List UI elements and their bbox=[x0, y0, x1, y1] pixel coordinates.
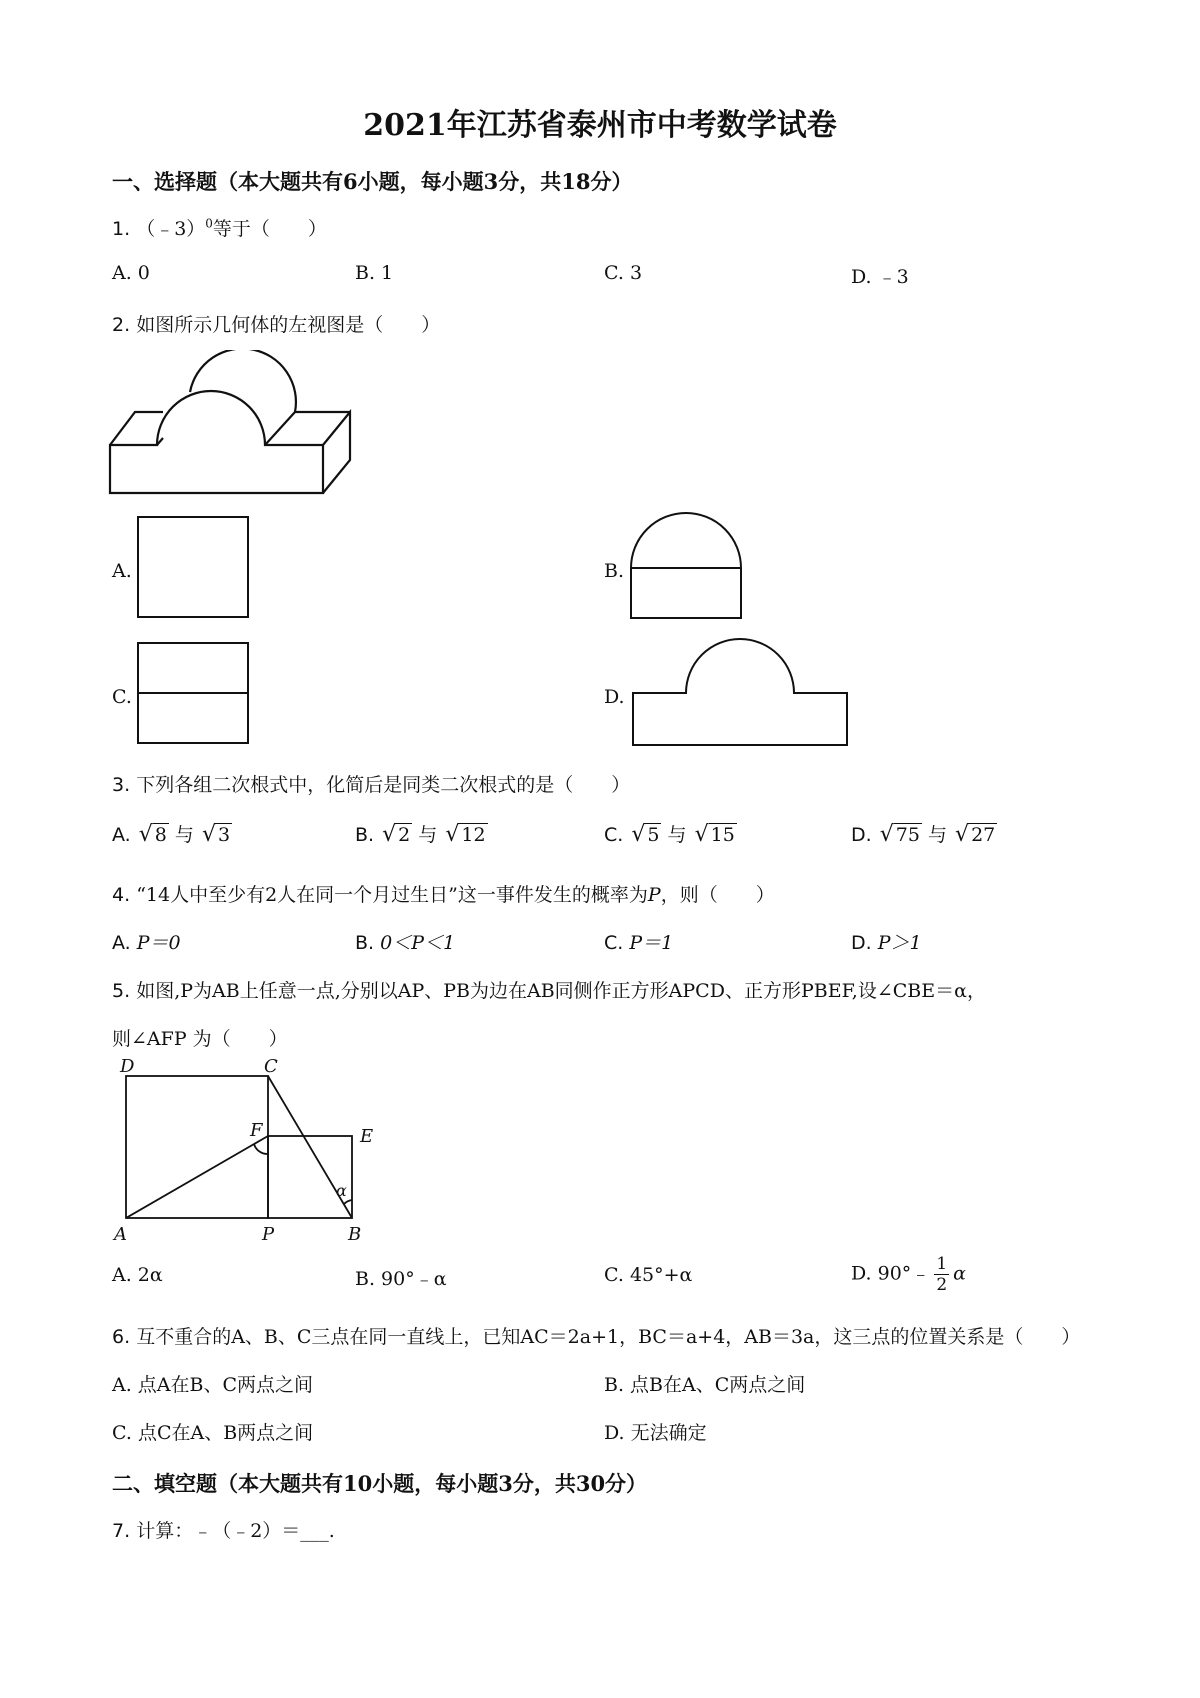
connector: 与 bbox=[418, 824, 438, 846]
q5-option-b: B. 90°﹣α bbox=[355, 1268, 447, 1290]
question-text: 如图所示几何体的左视图是（ ） bbox=[136, 314, 441, 336]
option-text: P＝1 bbox=[629, 932, 674, 954]
point-label-c: C bbox=[264, 1058, 278, 1077]
question-7 bbox=[112, 1516, 335, 1543]
radical: √ 8 bbox=[138, 822, 167, 847]
q4-option-d bbox=[851, 928, 922, 955]
q4-option-b bbox=[355, 928, 455, 955]
radical: √ 5 bbox=[631, 822, 660, 847]
question-text: 下列各组二次根式中，化简后是同类二次根式的是（ ） bbox=[136, 774, 631, 796]
exponent: 0 bbox=[205, 216, 213, 231]
q3-option-a bbox=[112, 820, 232, 847]
q2-option-d-figure bbox=[630, 637, 852, 749]
option-text: P＞1 bbox=[877, 932, 922, 954]
section-heading-fill: 二、填空题（本大题共有10小题，每小题3分，共30分） bbox=[112, 1471, 648, 1496]
question-number: 3. bbox=[112, 774, 131, 796]
radical: √ 3 bbox=[201, 822, 231, 847]
option-text: D. 90°﹣ bbox=[851, 1262, 931, 1285]
radical: √ 2 bbox=[382, 822, 411, 847]
radicand: 5 bbox=[647, 824, 660, 846]
q1-option-c: C. 3 bbox=[604, 262, 643, 284]
q2-option-d-label: D. bbox=[604, 686, 625, 708]
option-label: C. bbox=[604, 824, 624, 846]
q1-option-b: B. 1 bbox=[355, 262, 394, 284]
point-label-e: E bbox=[360, 1126, 374, 1147]
question-text: 计算：﹣（﹣2）＝___. bbox=[136, 1520, 335, 1542]
q3-option-c bbox=[604, 820, 737, 847]
point-label-f: F bbox=[250, 1120, 263, 1141]
question-number: 6. bbox=[112, 1326, 131, 1348]
point-label-d: D bbox=[120, 1058, 135, 1077]
radicand: 8 bbox=[154, 824, 167, 846]
radicand: 27 bbox=[971, 824, 996, 846]
variable: P bbox=[647, 884, 661, 906]
connector: 与 bbox=[174, 824, 194, 846]
option-label: D. bbox=[851, 932, 872, 954]
q6-option-a: A. 点A在B、C两点之间 bbox=[112, 1374, 314, 1396]
question-number: 4. bbox=[112, 884, 131, 906]
option-label: A. bbox=[112, 932, 131, 954]
q1-option-a: A. 0 bbox=[112, 262, 150, 284]
question-number: 5. bbox=[112, 980, 131, 1002]
q6-option-d: D. 无法确定 bbox=[604, 1422, 707, 1444]
square-figure bbox=[108, 1058, 388, 1248]
section-heading-choice: 一、选择题（本大题共有6小题，每小题3分，共18分） bbox=[112, 169, 633, 194]
question-text: 互不重合的A、B、C三点在同一直线上，已知AC＝2a+1，BC＝a+4，AB＝3a，这三点的位置关系是（ ） bbox=[136, 1326, 1081, 1348]
radicand: 12 bbox=[461, 824, 486, 846]
solid-figure bbox=[105, 350, 365, 500]
q6-option-b: B. 点B在A、C两点之间 bbox=[604, 1374, 806, 1396]
q5-option-a: A. 2α bbox=[112, 1264, 163, 1286]
question-5-line2: 则∠AFP 为（ ） bbox=[112, 1028, 288, 1050]
question-text: 如图,P为AB上任意一点,分别以AP、PB为边在AB同侧作正方形APCD、正方形PBEF,设∠CBE＝α， bbox=[136, 980, 986, 1002]
point-label-p: P bbox=[262, 1224, 275, 1245]
option-text: 0＜P＜1 bbox=[380, 932, 456, 954]
radical: √ 12 bbox=[445, 822, 486, 847]
q6-option-c: C. 点C在A、B两点之间 bbox=[112, 1422, 314, 1444]
angle-label-alpha: α bbox=[336, 1181, 347, 1200]
radicand: 75 bbox=[895, 824, 920, 846]
question-text: “14人中至少有2人在同一个月过生日”这一事件发生的概率为 bbox=[136, 884, 648, 906]
radicand: 15 bbox=[710, 824, 735, 846]
connector: 与 bbox=[667, 824, 687, 846]
option-text: α bbox=[953, 1262, 966, 1285]
q3-option-b bbox=[355, 820, 488, 847]
fraction-numerator: 1 bbox=[936, 1254, 948, 1274]
q2-option-b-figure bbox=[628, 510, 748, 622]
fraction-denominator: 2 bbox=[936, 1275, 948, 1295]
question-text: ，则（ ） bbox=[660, 884, 775, 906]
question-number: 1. bbox=[112, 218, 131, 240]
q2-option-b-label: B. bbox=[604, 560, 625, 582]
q2-option-c-label: C. bbox=[112, 686, 132, 708]
question-3 bbox=[112, 770, 630, 797]
point-label-a: A bbox=[114, 1224, 127, 1245]
radicand: 2 bbox=[398, 824, 411, 846]
q3-option-d bbox=[851, 820, 997, 847]
radical: √ 27 bbox=[955, 822, 996, 847]
question-number: 7. bbox=[112, 1520, 131, 1542]
option-label: B. bbox=[355, 824, 375, 846]
radical: √ 15 bbox=[694, 822, 735, 847]
radicand: 3 bbox=[218, 824, 231, 846]
connector: 与 bbox=[927, 824, 947, 846]
question-4 bbox=[112, 880, 775, 907]
q4-option-a bbox=[112, 928, 181, 955]
q5-option-d bbox=[851, 1254, 966, 1295]
option-label: C. bbox=[604, 932, 624, 954]
radical: √ 75 bbox=[879, 822, 920, 847]
option-label: D. bbox=[851, 824, 872, 846]
q2-option-a-label: A. bbox=[112, 560, 132, 582]
q2-option-a-figure bbox=[136, 515, 252, 621]
question-number: 2. bbox=[112, 314, 131, 336]
question-expression: （﹣3） bbox=[136, 218, 206, 240]
q5-option-c: C. 45°+α bbox=[604, 1264, 693, 1286]
point-label-b: B bbox=[348, 1224, 362, 1245]
q4-option-c bbox=[604, 928, 673, 955]
question-6 bbox=[112, 1322, 1080, 1349]
option-label: B. bbox=[355, 932, 375, 954]
question-5 bbox=[112, 976, 986, 1003]
question-2 bbox=[112, 310, 440, 337]
fraction bbox=[934, 1254, 949, 1295]
option-label: A. bbox=[112, 824, 131, 846]
question-text: 等于（ ） bbox=[212, 218, 327, 240]
option-text: P＝0 bbox=[136, 932, 181, 954]
q2-option-c-figure bbox=[136, 641, 252, 747]
page-title: 2021年江苏省泰州市中考数学试卷 bbox=[363, 108, 837, 143]
question-1 bbox=[112, 214, 327, 241]
q1-option-d: D. ﹣3 bbox=[851, 266, 909, 288]
